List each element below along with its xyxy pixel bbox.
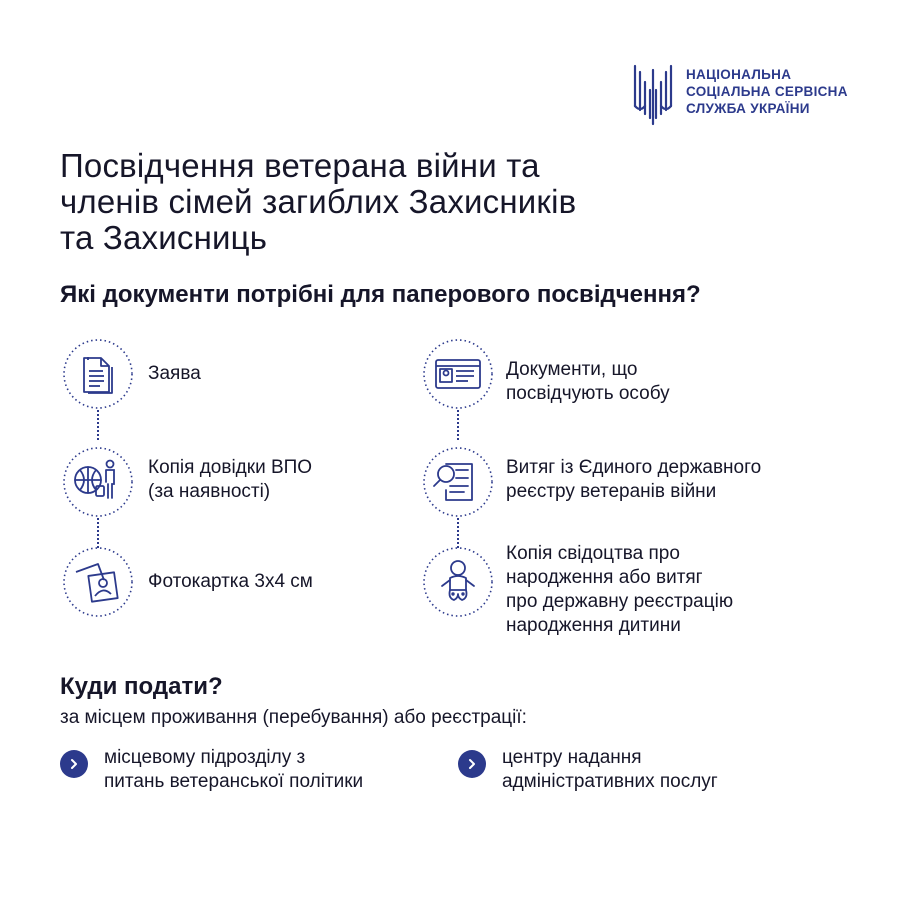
- option-1-line-2: питань ветеранської політики: [104, 771, 364, 792]
- doc-birth-line-2: народження або витяг: [506, 567, 703, 588]
- logo-text: [686, 66, 848, 117]
- documents-heading: Які документи потрібні для паперового посвідчення?: [60, 281, 701, 308]
- option-2-line-1: центру надання: [502, 747, 642, 768]
- right-connector-1: [457, 410, 459, 440]
- doc-birth-line-3: про державну реєстрацію: [506, 591, 734, 612]
- left-connector-2: [97, 518, 99, 548]
- right-connector-2: [457, 518, 459, 548]
- doc-idp-certificate-text: [148, 456, 312, 504]
- doc-birth-line-4: народження дитини: [506, 615, 681, 636]
- photo-icon: [62, 546, 134, 618]
- option-veteran-policy-text: [104, 746, 363, 794]
- doc-photo-line-1: Фотокартка 3x4 см: [148, 571, 313, 592]
- doc-idp-line-1: Копія довідки ВПО: [148, 457, 313, 478]
- document-icon: [62, 338, 134, 410]
- page-title: [60, 148, 780, 256]
- doc-photo-text: [148, 570, 313, 594]
- option-veteran-policy-unit: [60, 746, 363, 794]
- doc-identity-line-1: Документи, що: [506, 359, 638, 380]
- refugee-globe-icon: [62, 446, 134, 518]
- option-1-line-1: місцевому підрозділу з: [104, 747, 306, 768]
- option-admin-services-center: [458, 746, 718, 794]
- registry-search-icon: [422, 446, 494, 518]
- doc-birth-line-1: Копія свідоцтва про: [506, 543, 680, 564]
- doc-identity-text: [506, 358, 670, 406]
- doc-registry-extract-text: [506, 456, 761, 504]
- chevron-right-icon: [458, 750, 486, 778]
- where-subtitle: за місцем проживання (перебування) або реєстрації:: [60, 707, 527, 728]
- title-line-2: членів сімей загиблих Захисників: [60, 183, 577, 220]
- doc-identity-line-2: посвідчують особу: [506, 383, 670, 404]
- chevron-right-icon: [60, 750, 88, 778]
- trident-logo-icon: [632, 62, 674, 126]
- doc-application-line-1: Заява: [148, 363, 201, 384]
- logo-line-1: НАЦІОНАЛЬНА: [686, 67, 792, 82]
- nssu-logo: [632, 62, 848, 126]
- option-admin-services-text: [502, 746, 718, 794]
- id-card-icon: [422, 338, 494, 410]
- left-connector-1: [97, 410, 99, 440]
- title-line-1: Посвідчення ветерана війни та: [60, 147, 540, 184]
- logo-line-2: СОЦІАЛЬНА СЕРВІСНА: [686, 84, 848, 99]
- doc-birth-certificate-text: [506, 542, 733, 638]
- option-2-line-2: адміністративних послуг: [502, 771, 718, 792]
- where-heading: Куди подати?: [60, 673, 223, 700]
- doc-application-text: [148, 362, 201, 386]
- doc-registry-line-2: реєстру ветеранів війни: [506, 481, 717, 502]
- logo-line-3: СЛУЖБА УКРАЇНИ: [686, 101, 810, 116]
- doc-registry-line-1: Витяг із Єдиного державного: [506, 457, 762, 478]
- title-line-3: та Захисниць: [60, 219, 268, 256]
- baby-icon: [422, 546, 494, 618]
- doc-idp-line-2: (за наявності): [148, 481, 271, 502]
